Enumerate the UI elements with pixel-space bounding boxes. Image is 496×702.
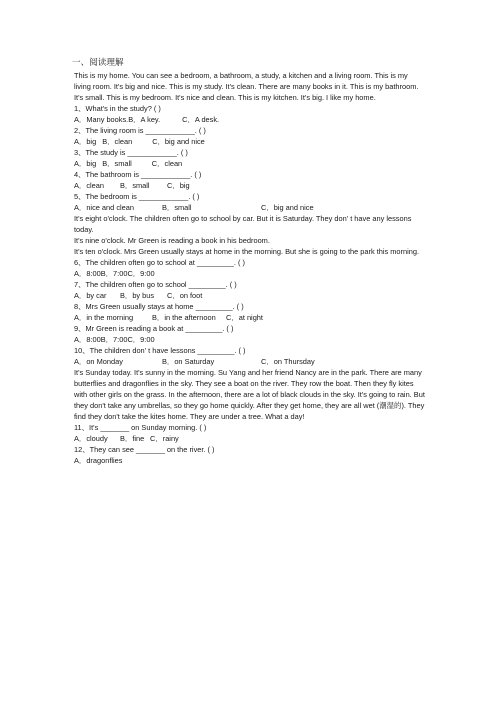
option-10a: A．on Monday <box>74 357 123 366</box>
options-7 <box>74 290 426 301</box>
passage-saturday-2: It's nine o'clock. Mr Green is reading a book in his bedroom. <box>74 236 270 245</box>
passage-home: This is my home. You can see a bedroom, a bathroom, a study, a kitchen and a living room. This is my living room. It's big and nice. This is my study. It's clean. There are many books in it. This is my bathroom. It's small. This is my bedroom. It's nice and clean. This is my kitchen. It's big. I like my home. <box>74 71 419 102</box>
option-1b: B．A key. <box>128 115 161 124</box>
option-8b: B．in the afternoon <box>152 313 216 322</box>
section-title: 一、阅读理解 <box>72 57 124 67</box>
option-11a: A．cloudy <box>74 434 108 443</box>
reading-section <box>74 56 426 466</box>
option-5a: A．nice and clean <box>74 203 134 212</box>
options-9 <box>74 334 426 345</box>
options-3 <box>74 158 426 169</box>
option-8c: C．at night <box>226 313 263 322</box>
passage-saturday-3: It's ten o'clock. Mrs Green usually stays at home in the morning. But she is going to the park this morning. <box>74 247 420 256</box>
option-4c: C．big <box>167 181 190 190</box>
question-7: 7、The children often go to school _________. ( ) <box>74 280 237 289</box>
option-4a: A．clean <box>74 181 104 190</box>
question-12: 12、They can see _______ on the river. ( ) <box>74 445 215 454</box>
question-2: 2、The living room is ____________. ( ) <box>74 126 206 135</box>
option-12a: A．dragonflies <box>74 456 123 465</box>
option-7c: C．on foot <box>167 291 203 300</box>
option-2a: A．big <box>74 137 97 146</box>
option-3c: C．clean <box>151 159 183 168</box>
option-3b: B．small <box>102 159 132 168</box>
question-8: 8、Mrs Green usually stays at home _________. ( ) <box>74 302 244 311</box>
options-10 <box>74 356 426 367</box>
option-11c: C．rainy <box>150 434 179 443</box>
passage-saturday-1: It's eight o'clock. The children often go to school by car. But it is Saturday. They don' t have any lessons today. <box>74 214 412 234</box>
options-11 <box>74 433 426 444</box>
option-10c: C．on Thursday <box>261 357 315 366</box>
question-11: 11、It's _______ on Sunday morning. ( ) <box>74 423 207 432</box>
question-6: 6、The children often go to school at _________. ( ) <box>74 258 245 267</box>
passage-sunday: It's Sunday today. It's sunny in the morning. Su Yang and her friend Nancy are in the park. There are many butterflies and dragonflies in the sky. They see a boat on the river. They row the boat. Then they fly kites with other girls on the grass. In the afternoon, there are a lot of black clouds in the sky. It's going to rain. But they don't take any umbrellas, so they go home quickly. After they get home, they are all wet (潮湿的). They find they don't take the kites home. They are under a tree. What a day! <box>74 368 425 421</box>
options-2 <box>74 136 426 147</box>
option-7a: A．by car <box>74 291 107 300</box>
option-6c: C．9:00 <box>127 269 155 278</box>
option-8a: A．in the morning <box>74 313 134 322</box>
question-9: 9、Mr Green is reading a book at _________. ( ) <box>74 324 234 333</box>
options-8 <box>74 312 426 323</box>
option-3a: A．big <box>74 159 97 168</box>
option-5c: C．big and nice <box>261 203 314 212</box>
option-1c: C．A desk. <box>182 115 220 124</box>
question-10: 10、The children don' t have lessons _________. ( ) <box>74 346 246 355</box>
question-4: 4、The bathroom is ____________. ( ) <box>74 170 202 179</box>
option-10b: B．on Saturday <box>162 357 215 366</box>
question-1: 1、What's in the study? ( ) <box>74 104 161 113</box>
option-6b: B．7:00 <box>100 269 128 278</box>
option-11b: B．fine <box>120 434 145 443</box>
question-3: 3、The study is ____________. ( ) <box>74 148 188 157</box>
options-1 <box>74 114 426 125</box>
options-5 <box>74 202 426 213</box>
option-6a: A．8:00 <box>74 269 101 278</box>
option-9b: B．7:00 <box>100 335 128 344</box>
option-1a: A．Many books. <box>74 115 129 124</box>
options-12 <box>74 455 426 466</box>
options-6 <box>74 268 426 279</box>
options-4 <box>74 180 426 191</box>
option-2b: B．clean <box>102 137 133 146</box>
option-2c: C．big and nice <box>152 137 205 146</box>
option-9c: C．9:00 <box>127 335 155 344</box>
question-5: 5、The bedroom is ____________. ( ) <box>74 192 200 201</box>
option-9a: A．8:00 <box>74 335 101 344</box>
option-7b: B．by bus <box>120 291 155 300</box>
option-5b: B．small <box>162 203 192 212</box>
option-4b: B．small <box>120 181 150 190</box>
